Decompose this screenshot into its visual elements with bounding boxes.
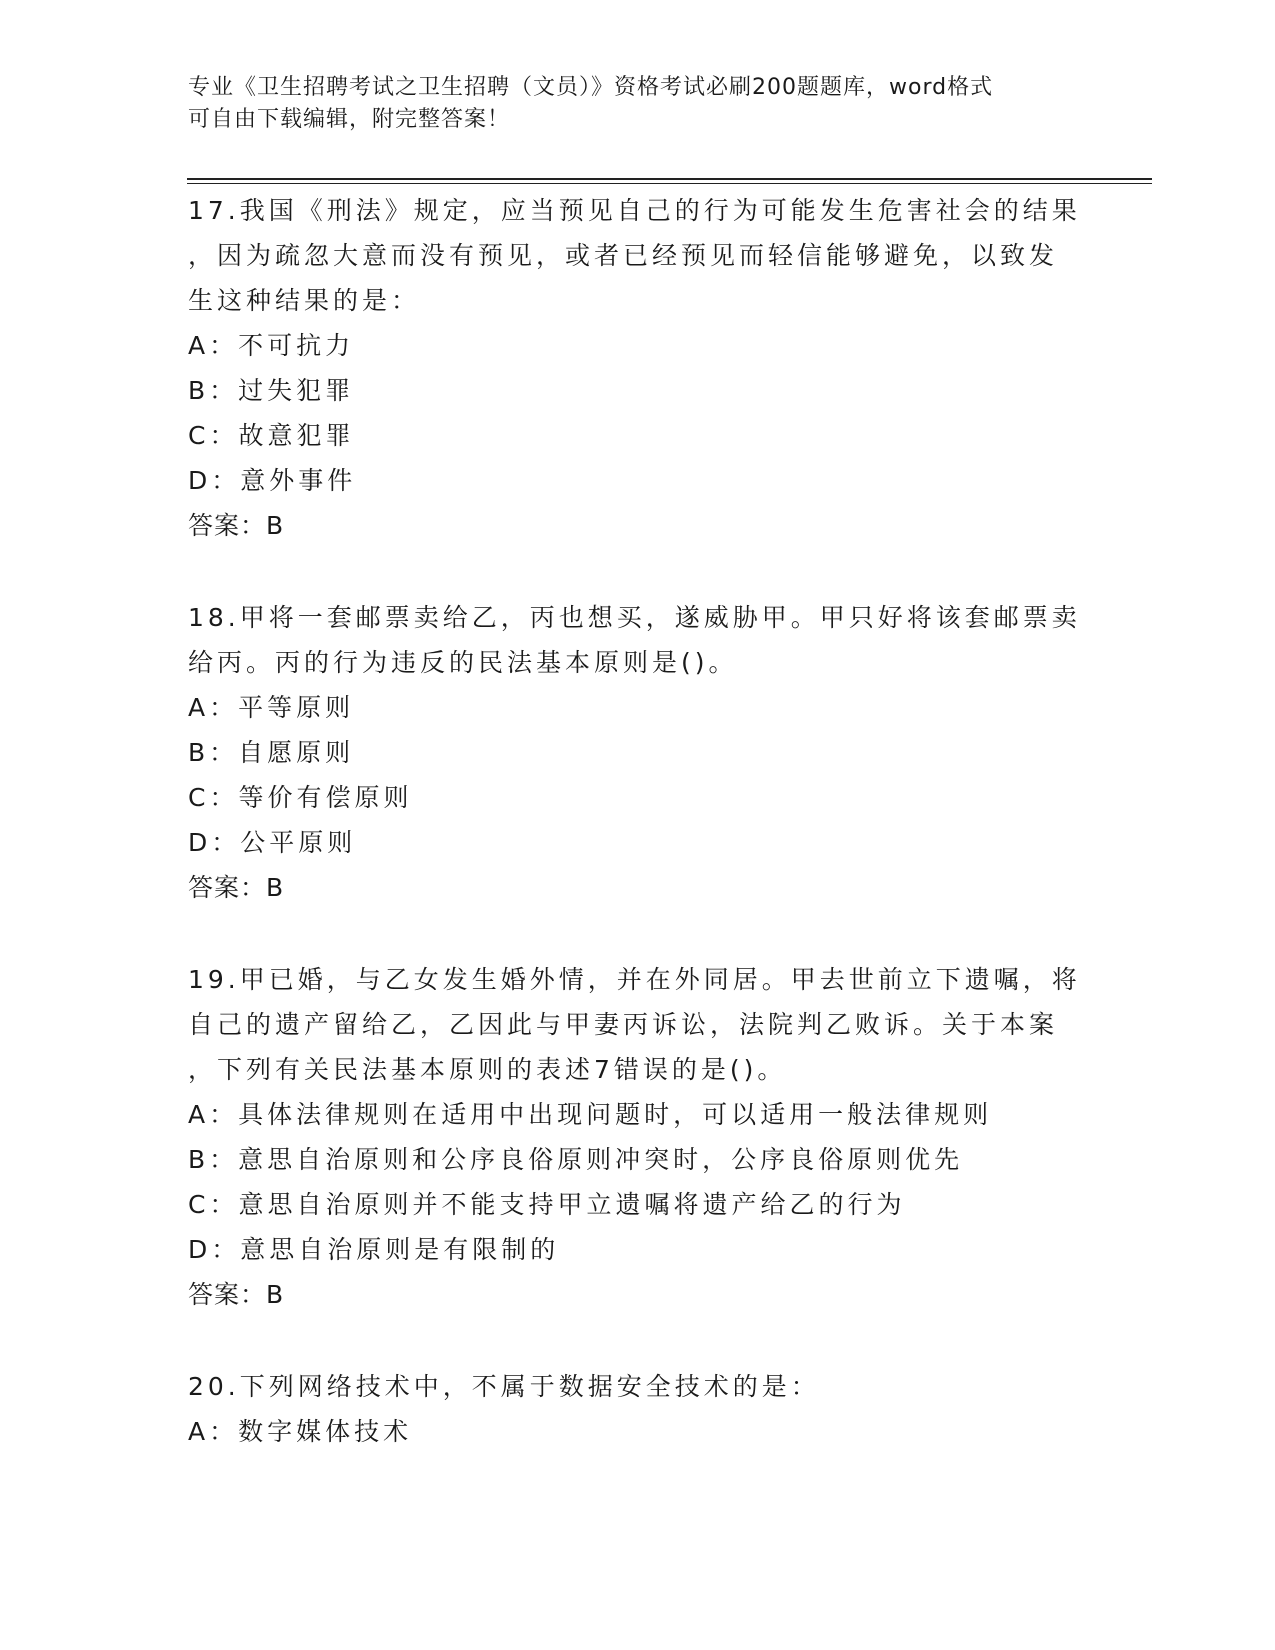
question-18: [188, 595, 1108, 911]
option-a: A：具体法律规则在适用中出现问题时，可以适用一般法律规则: [188, 1100, 993, 1129]
answer-line: 答案：B: [188, 1280, 285, 1309]
option-a: A：不可抗力: [188, 331, 355, 360]
option-b: B：过失犯罪: [188, 376, 355, 405]
option-d: D：意外事件: [188, 466, 357, 495]
question-list: [188, 188, 1108, 1454]
answer-line: 答案：B: [188, 873, 285, 902]
option-d: D：公平原则: [188, 828, 357, 857]
question-stem-line: 给丙。丙的行为违反的民法基本原则是()。: [188, 648, 738, 677]
question-stem-line: ，因为疏忽大意而没有预见，或者已经预见而轻信能够避免，以致发: [188, 241, 1059, 270]
question-spacer: [188, 1318, 1108, 1364]
option-d: D：意思自治原则是有限制的: [188, 1235, 560, 1264]
question-spacer: [188, 911, 1108, 957]
option-b: B：意思自治原则和公序良俗原则冲突时，公序良俗原则优先: [188, 1145, 964, 1174]
answer-line: 答案：B: [188, 511, 285, 540]
question-stem-line: 20.下列网络技术中，不属于数据安全技术的是：: [188, 1372, 820, 1401]
question-20: [188, 1364, 1108, 1454]
option-b: B：自愿原则: [188, 738, 355, 767]
question-stem-line: 17.我国《刑法》规定，应当预见自己的行为可能发生危害社会的结果: [188, 196, 1081, 225]
question-stem-line: 自己的遗产留给乙，乙因此与甲妻丙诉讼，法院判乙败诉。关于本案: [188, 1010, 1059, 1039]
option-c: C：等价有偿原则: [188, 783, 413, 812]
option-a: A：平等原则: [188, 693, 355, 722]
question-stem-line: 19.甲已婚，与乙女发生婚外情，并在外同居。甲去世前立下遗嘱，将: [188, 965, 1081, 994]
question-stem-line: 18.甲将一套邮票卖给乙，丙也想买，遂威胁甲。甲只好将该套邮票卖: [188, 603, 1081, 632]
option-c: C：故意犯罪: [188, 421, 355, 450]
question-stem-line: 生这种结果的是：: [188, 286, 421, 315]
question-stem-line: ，下列有关民法基本原则的表述7错误的是()。: [188, 1055, 787, 1084]
question-17: [188, 188, 1108, 549]
header-divider-thick: [187, 178, 1152, 180]
document-header: [188, 72, 1088, 136]
option-c: C：意思自治原则并不能支持甲立遗嘱将遗产给乙的行为: [188, 1190, 906, 1219]
option-a: A：数字媒体技术: [188, 1417, 413, 1446]
header-line-1: 专业《卫生招聘考试之卫生招聘（文员）》资格考试必刷200题题库，word格式: [188, 75, 994, 100]
header-line-2: 可自由下载编辑，附完整答案！: [188, 107, 511, 132]
header-divider-thin: [187, 183, 1152, 184]
question-spacer: [188, 549, 1108, 595]
question-19: [188, 957, 1108, 1318]
